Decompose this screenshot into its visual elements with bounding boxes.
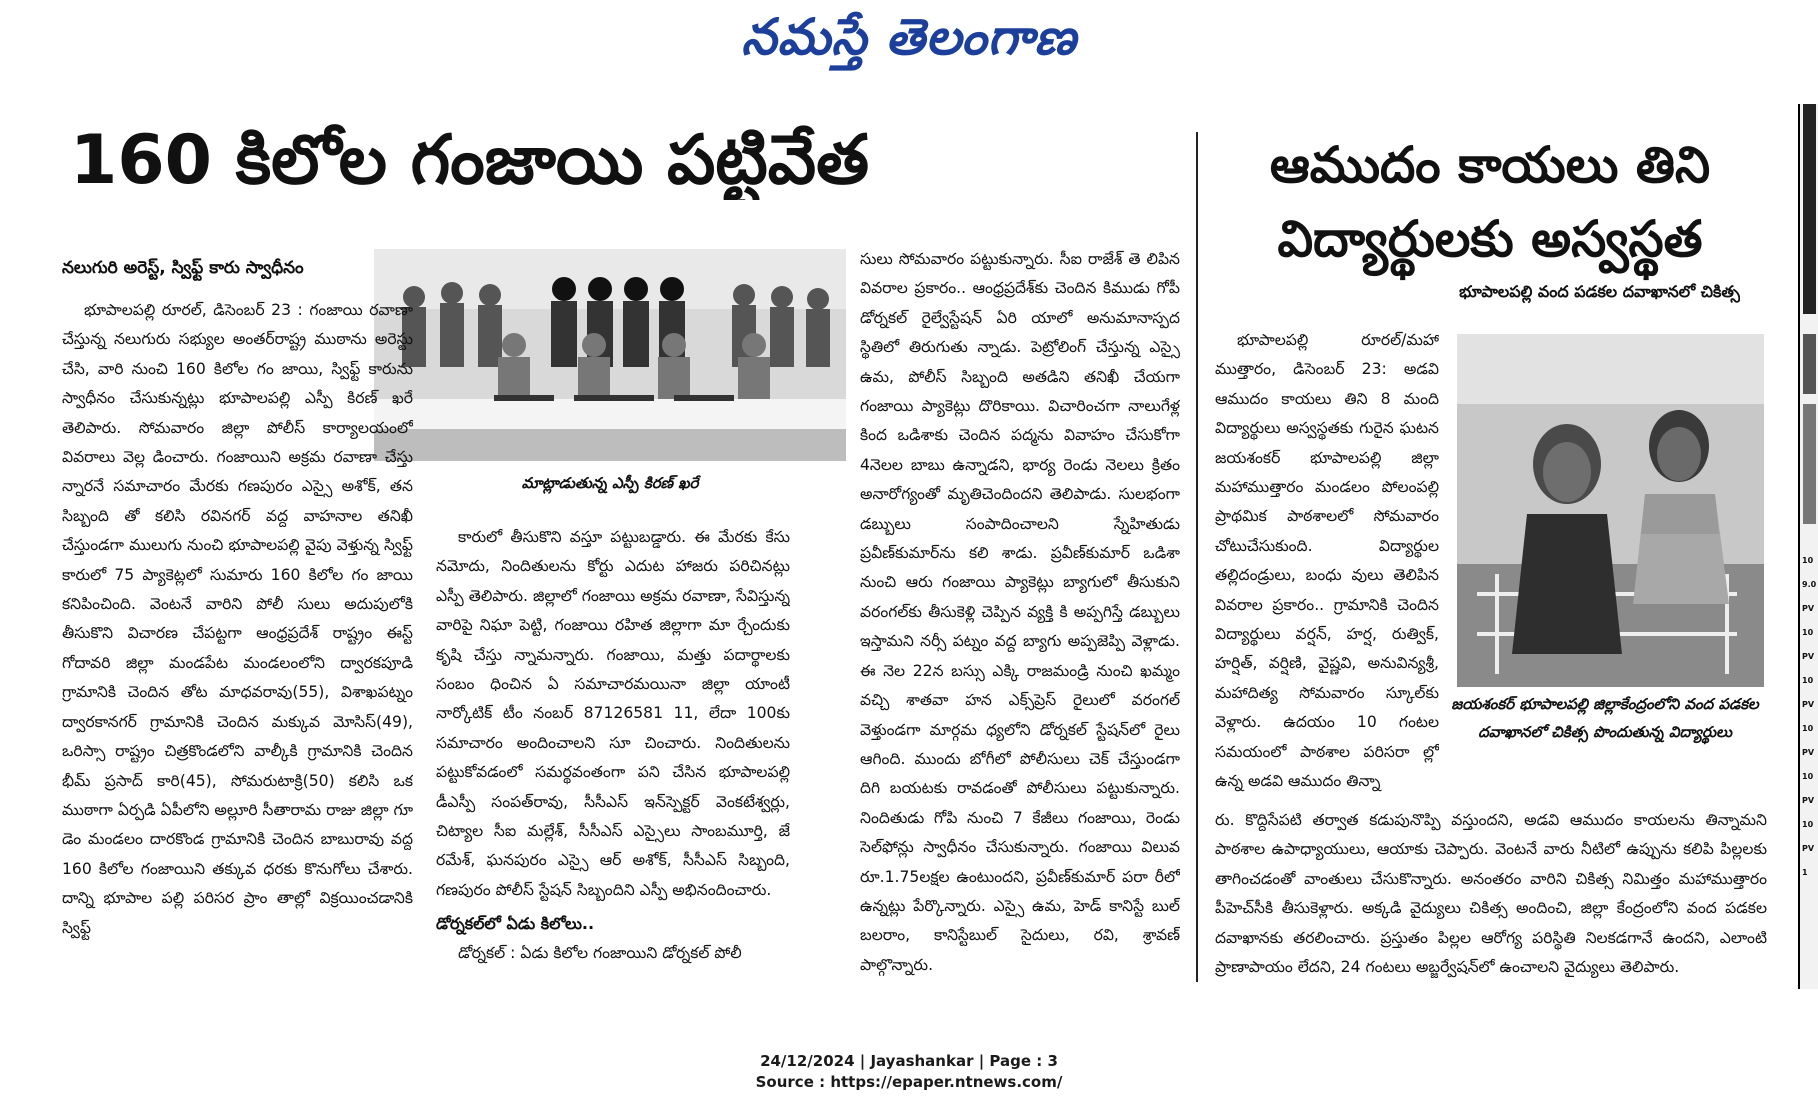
adjacent-page-fragment: PV xyxy=(1802,652,1815,661)
side-story-col-left-text: భూపాలపల్లి రూరల్‌/మహా ముత్తారం, డిసెంబర్‌ 23: అడవి ఆముదం కాయలు తిని 8 మంది విద్యార్థులు అస్వస్థతకు గురైన ఘటన జయశంకర్‌ భూపాలపల్లి జిల్లా మహాముత్తారం మండలం పోలంపల్లి ప్రాథమిక పాఠశాలలో సోమవారం చోటుచేసుకుంది. విద్యార్థుల తల్లిదండ్రులు, బంధు వులు తెలిపిన వివరాల ప్రకారం.. గ్రామానికి చెందిన విద్యార్థులు వర్షన్‌, హర్ష, రుత్విక్‌, హర్షిత్‌, వర్షిణి, వైష్ణవి, అనువిన్యశ్రీ, మహాదిత్య సోమవారం స్కూల్‌కు వెళ్లారు. ఉదయం 10 గంటల సమయంలో పాఠశాల పరిసరా ల్లో ఉన్న అడవి ఆముదం తిన్నా xyxy=(1215,331,1439,791)
adjacent-page-fragment: 10 xyxy=(1802,676,1814,685)
footer-date-line: 24/12/2024 | Jayashankar | Page : 3 xyxy=(760,1052,1058,1070)
students-hospital-illustration xyxy=(1457,334,1764,687)
press-meet-photo xyxy=(374,249,846,461)
adjacent-page-edge-text xyxy=(1802,549,1818,989)
main-photo-caption: మాట్లాడుతున్న ఎస్పీ కిరణ్‌ ఖరే xyxy=(521,474,699,492)
masthead-logo: నమస్తే తెలంగాణ xyxy=(741,8,1077,66)
adjacent-page-fragment: 10 xyxy=(1802,820,1814,829)
side-photo-caption: జయశంకర్‌ భూపాలపల్లి జిల్లాకేంద్రంలోని వంద పడకల దవాఖానలో చికిత్స పొందుతున్న విద్యార్థులు xyxy=(1451,695,1759,741)
main-story-column-3 xyxy=(860,245,1180,993)
students-hospital-photo xyxy=(1457,334,1764,687)
adjacent-page-fragment: PV xyxy=(1802,796,1815,805)
adjacent-page-fragment: PV xyxy=(1802,604,1815,613)
adjacent-page-fragment: 10 xyxy=(1802,772,1814,781)
main-story-col2-text: కారులో తీసుకొని వస్తూ పట్టుబడ్డారు. ఈ మేరకు కేసు నమోదు, నిందితులను కోర్టు ఎదుట హాజరు పరిచినట్లు ఎస్పీ తెలిపారు. జిల్లాలో గంజాయి అక్రమ రవాణా, సేవిస్తున్న వారిపై నిఘా పెట్టి, గంజాయి రహిత జిల్లాగా మా ర్చేందుకు కృషి చేస్తు న్నామన్నారు. గంజాయి, మత్తు పదార్థాలకు సంబం ధించిన ఏ సమాచారమయినా జిల్లా యాంటీ నార్కోటిక్‌ టీం నంబర్‌ 87126581 11, లేదా 100కు సమాచారం అందించాలని సూ చించారు. నిందితులను పట్టుకోవడంలో సమర్థవంతంగా పని చేసిన భూపాలపల్లి డీఎస్పీ సంపత్‌రావు, సీసీఎస్‌ ఇన్‌స్పెక్టర్‌ వెంకటేశ్వర్లు, చిట్యాల సీఐ మల్లేశ్‌, సీసీఎస్‌ ఎస్సైలు సాంబమూర్తి, జే రమేశ్‌, ఘనపురం ఎస్సై ఆర్‌ అశోక్‌, సీసీఎస్‌ సిబ్బంది, గణపురం పోలీస్‌ స్టేషన్‌ సిబ్బందిని ఎస్పీ అభినందించారు. xyxy=(436,528,790,899)
adjacent-page-edge xyxy=(1798,104,1818,989)
adjacent-page-fragment: 9.0 xyxy=(1802,580,1817,589)
side-story-column-full xyxy=(1215,806,1767,996)
adjacent-page-fragment: PV xyxy=(1802,748,1815,757)
adjacent-page-fragment: 10 xyxy=(1802,724,1814,733)
press-meet-illustration xyxy=(374,249,846,461)
column-divider xyxy=(1196,132,1198,982)
adjacent-page-fragment: 1 xyxy=(1802,868,1808,877)
side-story-col-full-text: రు. కొద్దిసేపటి తర్వాత కడుపునొప్పి వస్తుందని, అడవి ఆముదం కాయలను తిన్నామని పాఠశాల ఉపాధ్యాయులు, ఆయాకు చెప్పారు. వెంటనే వారు నీటిలో ఉప్పును కలిపి పిల్లలకు తాగించడంతో వాంతులు చేసుకొన్నారు. అనంతరం వారిని చికిత్స నిమిత్తం మహాముత్తారం పీహెచ్‌సీకి తీసుకెళ్లారు. అక్కడి వైద్యులు చికిత్స అందించి, జిల్లా కేంద్రంలోని వంద పడకల దవాఖానకు తరలించారు. ప్రస్తుతం పిల్లల ఆరోగ్య పరిస్థితి నిలకడగానే ఉందని, ఎలాంటి ప్రాణాపాయం లేదని, 24 గంటలు అబ్జర్వేషన్‌లో ఉంచాలని వైద్యులు తెలిపారు. xyxy=(1215,811,1767,977)
adjacent-page-fragment: PV xyxy=(1802,844,1815,853)
side-story-column-left xyxy=(1215,326,1439,842)
adjacent-page-fragment: 10 xyxy=(1802,628,1814,637)
main-subhead: నలుగురి అరెస్ట్‌, స్విఫ్ట్‌ కారు స్వాధీనం xyxy=(62,258,304,278)
side-headline-line-2: విద్యార్థులకు అస్వస్థత xyxy=(1277,210,1703,268)
main-headline: 160 కిలోల గంజాయి పట్టివేత xyxy=(70,122,870,200)
main-story-col3-text: సులు సోమవారం పట్టుకున్నారు. సీఐ రాజేశ్‌ తె లిపిన వివరాల ప్రకారం.. ఆంధ్రప్రదేశ్‌కు చెందిన కిముడు గోపీ డోర్నకల్‌ రైల్వేస్టేషన్‌ ఏరి యాలో అనుమానాస్పద స్థితిలో తిరుగుతు న్నాడు. పెట్రోలింగ్‌ చేస్తున్న ఎస్సై ఉమ, పోలీస్‌ సిబ్బంది అతడిని తనిఖీ చేయగా గంజాయి ప్యాకెట్లు దొరికాయి. విచారించగా నాలుగేళ్ల కింద ఒడిశాకు చెందిన పద్మను వివాహం చేసుకోగా 4నెలల బాబు ఉన్నాడని, భార్య రెండు నెలలు క్రితం అనారోగ్యంతో మృతిచెందిందని తెలిపాడు. సులభంగా డబ్బులు సంపాదించాలని స్నేహితుడు ప్రవీణ్‌కుమార్‌ను కలి శాడు. ప్రవీణ్‌కుమార్‌ ఒడిశా నుంచి ఆరు గంజాయి ప్యాకెట్లు బ్యాగులో తీసుకుని వరంగల్‌కు తీసుకెళ్లి చెప్పిన వ్యక్తి కి అప్పగిస్తే డబ్బులు ఇస్తామని నర్సీ పట్నం వద్ద బ్యాగు అప్పజెప్పి వెళ్లాడు. ఈ నెల 22న బస్సు ఎక్కి రాజమండ్రి నుంచి ఖమ్మం వచ్చి శాతవా హన ఎక్స్‌ప్రెస్‌ రైలులో వరంగల్‌ వెళ్తుండగా మార్గమ ధ్యలోని డోర్నకల్‌ స్టేషన్‌లో రైలు ఆగింది. ముందు బోగీలో పోలీసులు చెక్‌ చేస్తుండగా దిగి బయటకు రావడంతో పోలీసులు పట్టుకున్నారు. నిందితుడు గోపి నుంచి 7 కేజీలు గంజాయి, రెండు సెల్‌ఫోన్లు స్వాధీనం చేసుకున్నారు. గంజాయి విలువ రూ.1.75లక్షల ఉంటుందని, ప్రవీణ్‌కుమార్‌ పరా రీలో ఉన్నట్లు పేర్కొన్నారు. ఎస్సై ఉమ, హెడ్‌ కానిస్టే బుల్‌ బలరాం, కానిస్టేబుల్‌ సైదులు, రవి, శ్రావణ్‌ పాల్గొన్నారు. xyxy=(860,250,1180,974)
main-story-col1-text: భూపాలపల్లి రూరల్‌, డిసెంబర్‌ 23 : గంజాయి రవాణా చేస్తున్న నలుగురు సభ్యుల అంతర్‌రాష్ట్ర ముఠాను అరెస్టు చేసి, వారి నుంచి 160 కిలోల గం జాయి, స్విఫ్ట్‌ కారును స్వాధీనం చేసుకున్నట్లు భూపాలపల్లి ఎస్పీ కిరణ్‌ ఖరే తెలిపారు. సోమవారం జిల్లా పోలీస్‌ కార్యాలయంలో వివరాలు వెల్ల డించారు. గంజాయిని అక్రమ రవాణా చేస్తు న్నారనే సమాచారం మేరకు గణపురం ఎస్సై అశోక్‌, తన సిబ్బంది తో కలిసి రవినగర్‌ వద్ద వాహనాల తనిఖీ చేస్తుండగా ములుగు నుంచి భూపాలపల్లి వైపు వెళ్తున్న స్విఫ్ట్‌ కారులో 75 ప్యాకెట్లలో సుమారు 160 కిలోల గం జాయి కనిపించింది. వెంటనే వారిని పోలీ సులు అదుపులోకి తీసుకొని విచారణ చేపట్టగా ఆంధ్రప్రదేశ్‌ రాష్ట్రం ఈస్ట్‌ గోదావరి జిల్లా మండపేట మండలంలోని ద్వారకపూడి గ్రామానికి చెందిన తోట మాధవరావు(55), విశాఖపట్నం ద్వారకానగర్‌ గ్రామానికి చెందిన మక్కువ మోసిస్‌(49), ఒరిస్సా రాష్ట్రం చిత్రకొండలోని వాల్కీకి గ్రామానికి చెందిన భీమ్‌ ప్రసాద్‌ కారి(45), సోమరుటాక్రి(50) కలిసి ఒక ముఠాగా ఏర్పడి ఏపీలోని అల్లూరి సీతారామ రాజు జిల్లా గూ డెం మండలం దారకొండ గ్రామానికి చెందిన బాబురావు వద్ద 160 కిలోల గంజాయిని తక్కువ ధరకు కొనుగోలు చేశారు. దాన్ని భూపాల పల్లి పరిసర ప్రాం తాల్లో విక్రయించడానికి స్విఫ్ట్‌ xyxy=(62,301,413,937)
main-story-column-1 xyxy=(62,296,413,992)
footer-source-line[interactable]: Source : https://epaper.ntnews.com/ xyxy=(755,1073,1063,1091)
main-story-col2-tail: డోర్నకల్‌ : ఏడు కిలోల గంజాయిని డోర్నకల్‌ పోలీ xyxy=(458,943,742,962)
adjacent-page-fragment: 10 xyxy=(1802,556,1814,565)
side-subhead: భూపాలపల్లి వంద పడకల దవాఖానలో చికిత్స xyxy=(1459,282,1740,301)
adjacent-page-fragment: PV xyxy=(1802,700,1815,709)
side-headline xyxy=(1205,128,1775,276)
main-story-column-2 xyxy=(436,523,790,993)
side-headline-line-1: ఆముదం కాయలు తిని xyxy=(1269,136,1711,194)
dornakal-subhead: డోర్నకల్‌లో ఏడు కిలోలు.. xyxy=(436,914,595,934)
